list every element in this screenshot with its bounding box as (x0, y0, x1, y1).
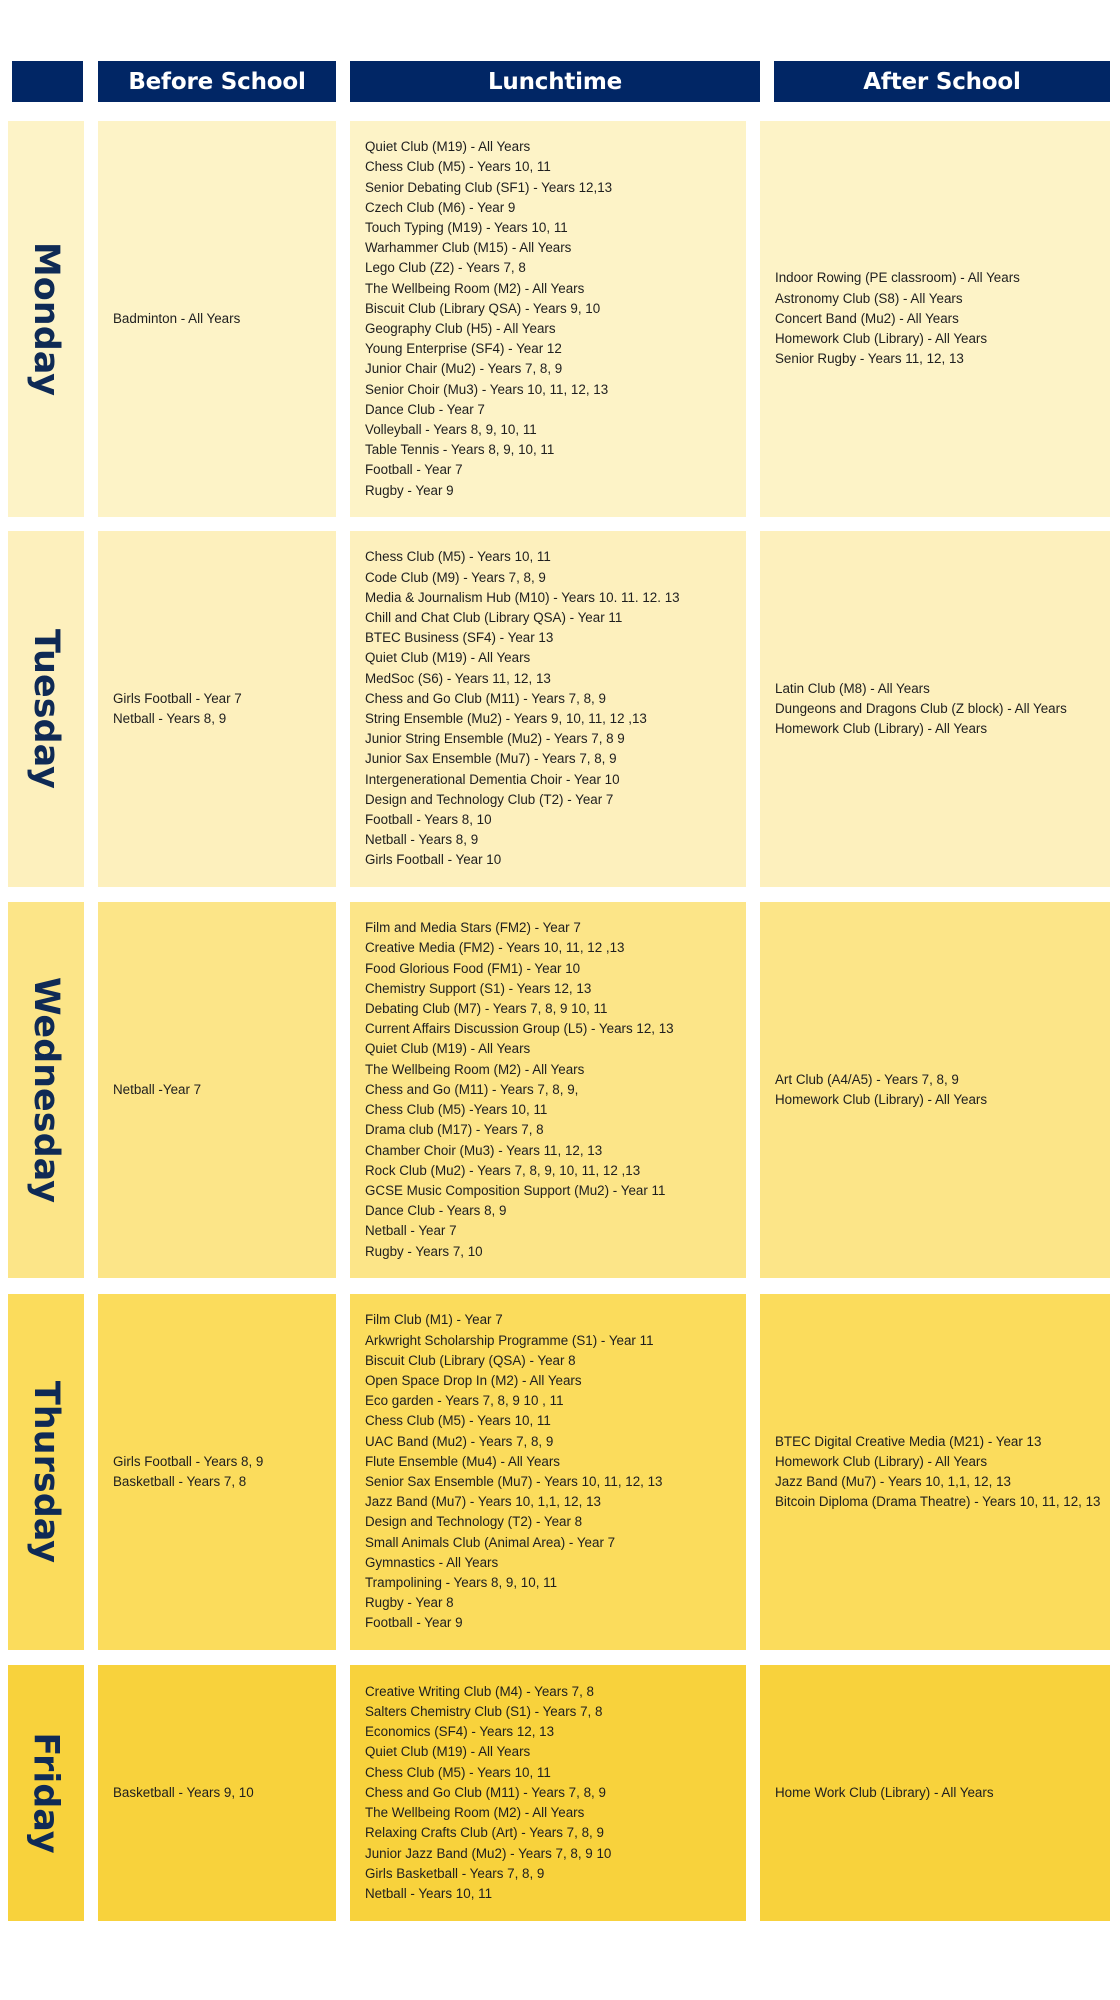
header-day-blank (12, 61, 83, 102)
club-entry: Indoor Rowing (PE classroom) - All Years (775, 270, 1020, 286)
club-entry: Basketball - Years 9, 10 (113, 1784, 254, 1800)
club-entry: Chill and Chat Club (Library QSA) - Year 11 (365, 609, 623, 625)
club-entry: Food Glorious Food (FM1) - Year 10 (365, 960, 581, 976)
monday-lunchtime (350, 121, 746, 517)
club-entry: Chamber Choir (Mu3) - Years 11, 12, 13 (365, 1142, 603, 1158)
club-entry: Chess Club (M5) - Years 10, 11 (365, 159, 551, 175)
club-entry: Girls Football - Years 8, 9 (113, 1453, 264, 1469)
club-entry: Intergenerational Dementia Choir - Year 10 (365, 771, 620, 787)
club-entry: Gymnastics - All Years (365, 1554, 499, 1570)
club-entry: Quiet Club (M19) - All Years (365, 650, 531, 666)
club-entry: Football - Year 7 (365, 462, 463, 478)
wednesday-lunchtime (350, 902, 746, 1278)
club-entry: Senior Sax Ensemble (Mu7) - Years 10, 11, 12, 13 (365, 1474, 663, 1489)
club-entry: Concert Band (Mu2) - All Years (775, 310, 959, 326)
club-entry: Senior Debating Club (SF1) - Years 12,13 (365, 179, 613, 195)
friday-lunchtime (350, 1665, 746, 1921)
club-entry: Rugby - Years 7, 10 (365, 1243, 483, 1259)
club-entry: Film and Media Stars (FM2) - Year 7 (365, 920, 581, 936)
thursday-before-school (98, 1294, 336, 1650)
club-entry: Volleyball - Years 8, 9, 10, 11 (365, 422, 537, 438)
monday-before-school (98, 121, 336, 517)
club-entry: Dance Club - Year 7 (365, 401, 485, 417)
club-entry: Lego Club (Z2) - Years 7, 8 (365, 260, 526, 276)
club-entry: Chess and Go Club (M11) - Years 7, 8, 9 (365, 690, 606, 706)
club-entry: Netball -Year 7 (113, 1081, 202, 1097)
header-after-school: After School (774, 61, 1110, 102)
club-entry: Warhammer Club (M15) - All Years (365, 240, 572, 256)
club-entry: Homework Club (Library) - All Years (775, 331, 988, 347)
club-entry: Relaxing Crafts Club (Art) - Years 7, 8, 9 (365, 1825, 604, 1841)
club-entry: Debating Club (M7) - Years 7, 8, 9 10, 11 (365, 1001, 608, 1017)
monday-after-school (760, 121, 1110, 517)
club-entry: Economics (SF4) - Years 12, 13 (365, 1724, 555, 1740)
club-entry: Football - Years 8, 10 (365, 812, 492, 828)
day-cell-friday (8, 1665, 84, 1921)
club-entry: Bitcoin Diploma (Drama Theatre) - Years 10, 11, 12, 13 (775, 1494, 1101, 1510)
day-cell-wednesday (8, 902, 84, 1278)
club-entry: UAC Band (Mu2) - Years 7, 8, 9 (365, 1433, 554, 1449)
day-cell-monday (8, 121, 84, 517)
club-entry: Junior Jazz Band (Mu2) - Years 7, 8, 9 10 (365, 1845, 612, 1861)
club-entry: Chess Club (M5) -Years 10, 11 (365, 1102, 548, 1118)
tuesday-before-school (98, 531, 336, 887)
header-lunchtime: Lunchtime (350, 61, 760, 102)
club-entry: Quiet Club (M19) - All Years (365, 139, 531, 155)
club-entry: Chess and Go (M11) - Years 7, 8, 9, (365, 1081, 579, 1097)
club-entry: Junior Chair (Mu2) - Years 7, 8, 9 (365, 361, 563, 377)
club-entry: Senior Choir (Mu3) - Years 10, 11, 12, 13 (365, 381, 609, 397)
club-entry: Jazz Band (Mu7) - Years 10, 1,1, 12, 13 (365, 1494, 601, 1510)
club-entry: Senior Rugby - Years 11, 12, 13 (775, 351, 964, 367)
club-entry: String Ensemble (Mu2) - Years 9, 10, 11, 12 ,13 (365, 711, 647, 726)
club-entry: Quiet Club (M19) - All Years (365, 1041, 531, 1057)
club-entry: Junior Sax Ensemble (Mu7) - Years 7, 8, 9 (365, 751, 617, 767)
club-entry: Arkwright Scholarship Programme (S1) - Year 11 (365, 1332, 654, 1348)
club-entry: The Wellbeing Room (M2) - All Years (365, 1061, 585, 1077)
club-entry: Biscuit Club (Library QSA) - Years 9, 10 (365, 300, 601, 316)
thursday-lunchtime (350, 1294, 746, 1650)
club-entry: Creative Media (FM2) - Years 10, 11, 12 ,13 (365, 940, 625, 956)
club-entry: Art Club (A4/A5) - Years 7, 8, 9 (775, 1071, 959, 1087)
club-entry: The Wellbeing Room (M2) - All Years (365, 280, 585, 296)
club-entry: Badminton - All Years (113, 310, 241, 326)
club-entry: Home Work Club (Library) - All Years (775, 1784, 994, 1800)
day-cell-tuesday (8, 531, 84, 887)
friday-after-school (760, 1665, 1110, 1921)
club-entry: Rock Club (Mu2) - Years 7, 8, 9, 10, 11, 12 ,13 (365, 1162, 641, 1178)
club-entry: Touch Typing (M19) - Years 10, 11 (365, 219, 568, 235)
club-entry: GCSE Music Composition Support (Mu2) - Year 11 (365, 1182, 666, 1198)
club-entry: Netball - Years 8, 9 (365, 832, 479, 848)
club-entry: Dance Club - Years 8, 9 (365, 1203, 507, 1219)
club-entry: Eco garden - Years 7, 8, 9 10 , 11 (365, 1393, 564, 1409)
friday-before-school (98, 1665, 336, 1921)
tuesday-lunchtime (350, 531, 746, 887)
club-entry: Chess and Go Club (M11) - Years 7, 8, 9 (365, 1784, 606, 1800)
club-entry: Chemistry Support (S1) - Years 12, 13 (365, 980, 592, 996)
tuesday-after-school (760, 531, 1110, 887)
club-entry: MedSoc (S6) - Years 11, 12, 13 (365, 670, 551, 686)
club-entry: Basketball - Years 7, 8 (113, 1474, 247, 1489)
club-entry: Young Enterprise (SF4) - Year 12 (365, 341, 562, 357)
day-cell-thursday (8, 1294, 84, 1650)
club-entry: Quiet Club (M19) - All Years (365, 1744, 531, 1760)
club-entry: Chess Club (M5) - Years 10, 11 (365, 1764, 551, 1780)
club-entry: Astronomy Club (S8) - All Years (775, 290, 963, 306)
club-entry: Girls Basketball - Years 7, 8, 9 (365, 1865, 545, 1881)
day-label-wednesday: Wednesday (26, 976, 66, 1204)
wednesday-before-school (98, 902, 336, 1278)
club-entry: Creative Writing Club (M4) - Years 7, 8 (365, 1683, 594, 1699)
club-entry: Netball - Year 7 (365, 1223, 457, 1239)
club-entry: Latin Club (M8) - All Years (775, 680, 930, 696)
club-entry: Open Space Drop In (M2) - All Years (365, 1372, 582, 1388)
header-before-school: Before School (98, 61, 336, 102)
club-entry: Trampolining - Years 8, 9, 10, 11 (365, 1575, 558, 1591)
club-entry: Design and Technology (T2) - Year 8 (365, 1514, 583, 1530)
club-entry: Homework Club (Library) - All Years (775, 1453, 988, 1469)
club-entry: Media & Journalism Hub (M10) - Years 10. 11. 12. 13 (365, 589, 680, 605)
club-entry: Design and Technology Club (T2) - Year 7 (365, 791, 614, 807)
club-entry: Jazz Band (Mu7) - Years 10, 1,1, 12, 13 (775, 1474, 1011, 1489)
club-entry: Code Club (M9) - Years 7, 8, 9 (365, 569, 546, 585)
club-entry: Chess Club (M5) - Years 10, 11 (365, 549, 551, 565)
club-entry: Dungeons and Dragons Club (Z block) - All Years (775, 700, 1067, 716)
club-entry: BTEC Digital Creative Media (M21) - Year 13 (775, 1433, 1042, 1449)
day-label-thursday: Thursday (26, 1380, 66, 1564)
club-entry: Small Animals Club (Animal Area) - Year 7 (365, 1534, 616, 1550)
day-label-friday: Friday (26, 1732, 66, 1854)
club-entry: Rugby - Year 9 (365, 482, 454, 498)
club-entry: BTEC Business (SF4) - Year 13 (365, 630, 554, 646)
club-entry: Chess Club (M5) - Years 10, 11 (365, 1413, 551, 1429)
club-entry: Netball - Years 10, 11 (365, 1885, 493, 1901)
club-entry: Salters Chemistry Club (S1) - Years 7, 8 (365, 1704, 603, 1720)
club-entry: Girls Football - Year 10 (365, 852, 502, 868)
club-entry: Homework Club (Library) - All Years (775, 721, 988, 737)
club-entry: The Wellbeing Room (M2) - All Years (365, 1805, 585, 1821)
club-entry: Junior String Ensemble (Mu2) - Years 7, 8 9 (365, 731, 625, 747)
club-entry: Football - Year 9 (365, 1615, 463, 1631)
club-entry: Rugby - Year 8 (365, 1595, 454, 1611)
wednesday-after-school (760, 902, 1110, 1278)
club-entry: Homework Club (Library) - All Years (775, 1092, 988, 1107)
club-entry: Drama club (M17) - Years 7, 8 (365, 1122, 544, 1138)
day-label-monday: Monday (26, 241, 67, 397)
day-label-tuesday: Tuesday (26, 629, 66, 789)
club-entry: Czech Club (M6) - Year 9 (365, 199, 516, 215)
club-entry: Girls Football - Year 7 (113, 690, 242, 706)
club-entry: Film Club (M1) - Year 7 (365, 1312, 503, 1328)
club-entry: Biscuit Club (Library (QSA) - Year 8 (365, 1352, 576, 1368)
club-entry: Netball - Years 8, 9 (113, 711, 227, 726)
club-entry: Table Tennis - Years 8, 9, 10, 11 (365, 442, 555, 458)
club-entry: Flute Ensemble (Mu4) - All Years (365, 1453, 560, 1469)
club-entry: Geography Club (H5) - All Years (365, 321, 556, 336)
thursday-after-school (760, 1294, 1110, 1650)
club-entry: Current Affairs Discussion Group (L5) - Years 12, 13 (365, 1021, 674, 1037)
